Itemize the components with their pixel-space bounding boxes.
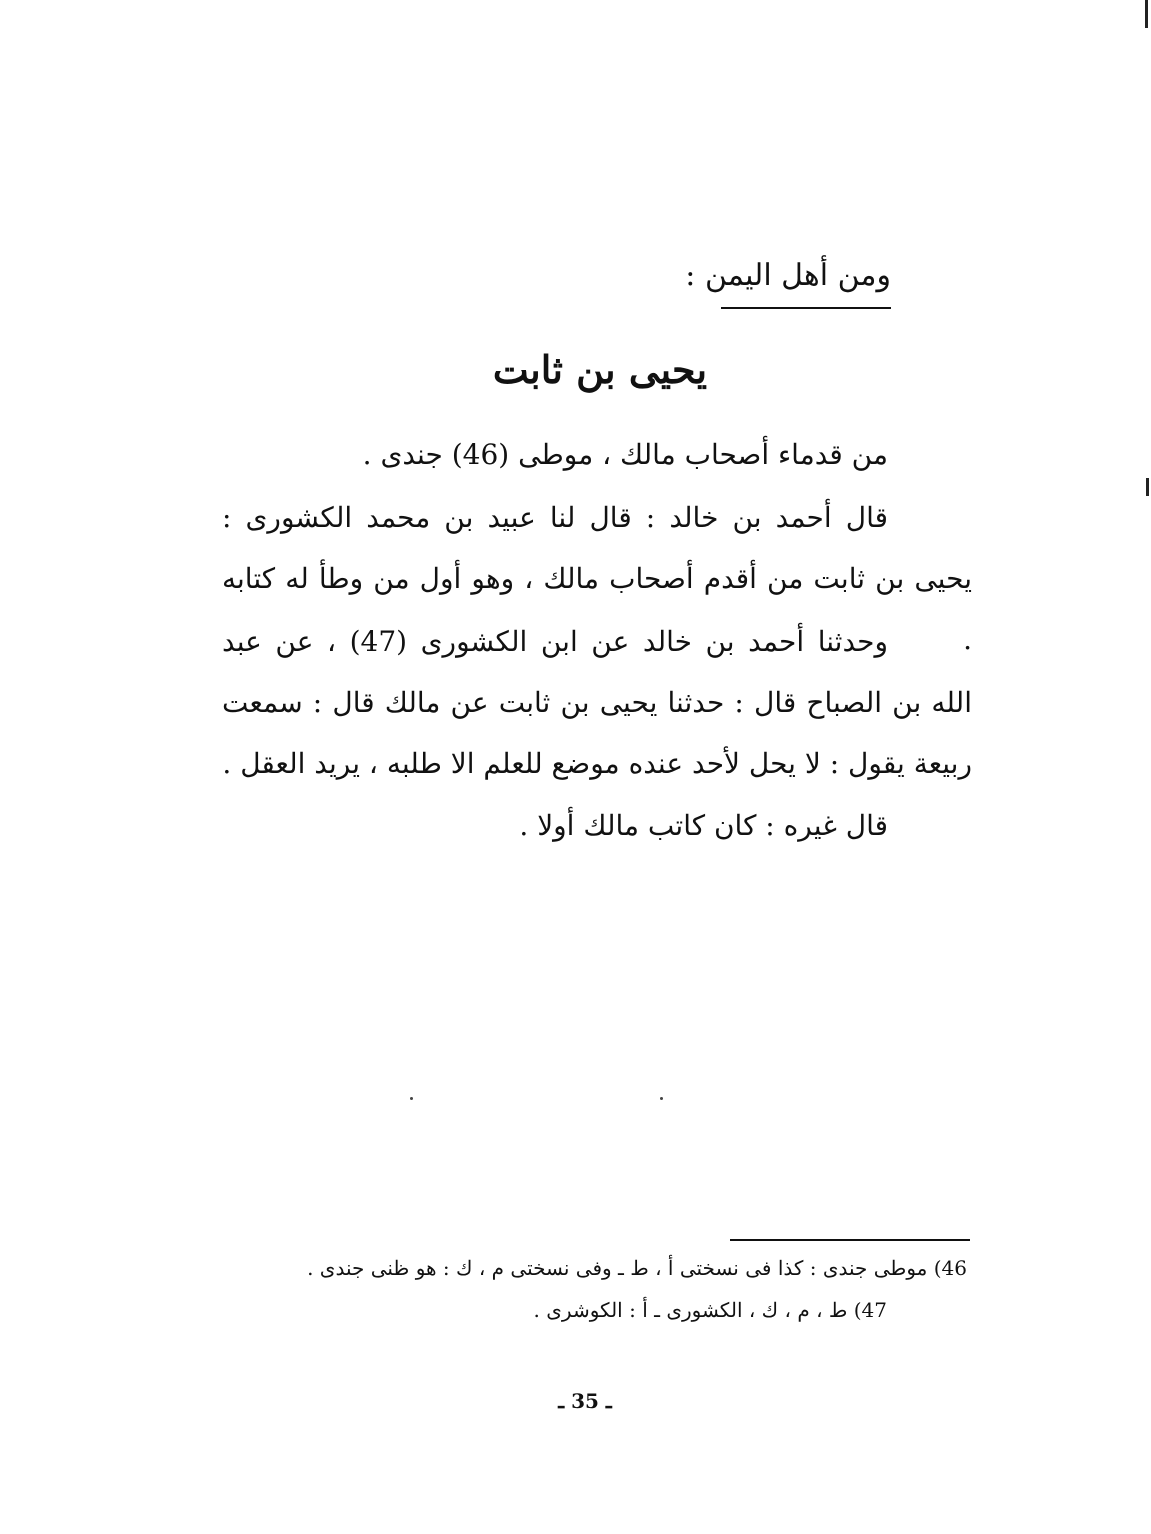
footnote: 47) ط ، م ، ك ، الكشورى ـ أ : الكوشرى . (533, 1298, 887, 1322)
scan-speck (660, 1097, 663, 1100)
paragraph: وحدثنا أحمد بن خالد عن ابن الكشورى (47) ، عن عبد الله بن الصباح قال : حدثنا يحيى بن ثابت عن مالك قال : سمعت ربيعة يقول : لا يحل لأحد عنده موضع للعلم الا طلبه ، يريد العقل . (222, 625, 972, 780)
entry-title: يحيى بن ثابت (492, 347, 708, 392)
scan-edge-mark (1146, 478, 1149, 496)
paragraph: من قدماء أصحاب مالك ، موطى (46) جندى . (362, 438, 888, 471)
scan-speck (410, 1097, 413, 1100)
paragraph: قال غيره : كان كاتب مالك أولا . (519, 809, 888, 842)
footnotes (222, 1250, 967, 1328)
footnote-separator (730, 1239, 970, 1241)
heading-underline (721, 307, 891, 309)
paragraph-3-block (222, 611, 972, 794)
scan-edge-mark (1145, 0, 1148, 28)
footnote: 46) موطى جندى : كذا فى نسختى أ ، ط ـ وفى نسختى م ، ك : هو ظنى جندى . (307, 1256, 967, 1280)
paragraph-4-block (222, 795, 972, 856)
paragraph: قال أحمد بن خالد : قال لنا عبيد بن محمد الكشورى : يحيى بن ثابت من أقدم أصحاب مالك ، وهو أول من وطأ له كتابه . (222, 501, 972, 656)
page-number: ـ 35 ـ (558, 1389, 612, 1413)
section-heading: ومن أهل اليمن : (685, 258, 891, 293)
paragraph-1-block (222, 424, 972, 485)
